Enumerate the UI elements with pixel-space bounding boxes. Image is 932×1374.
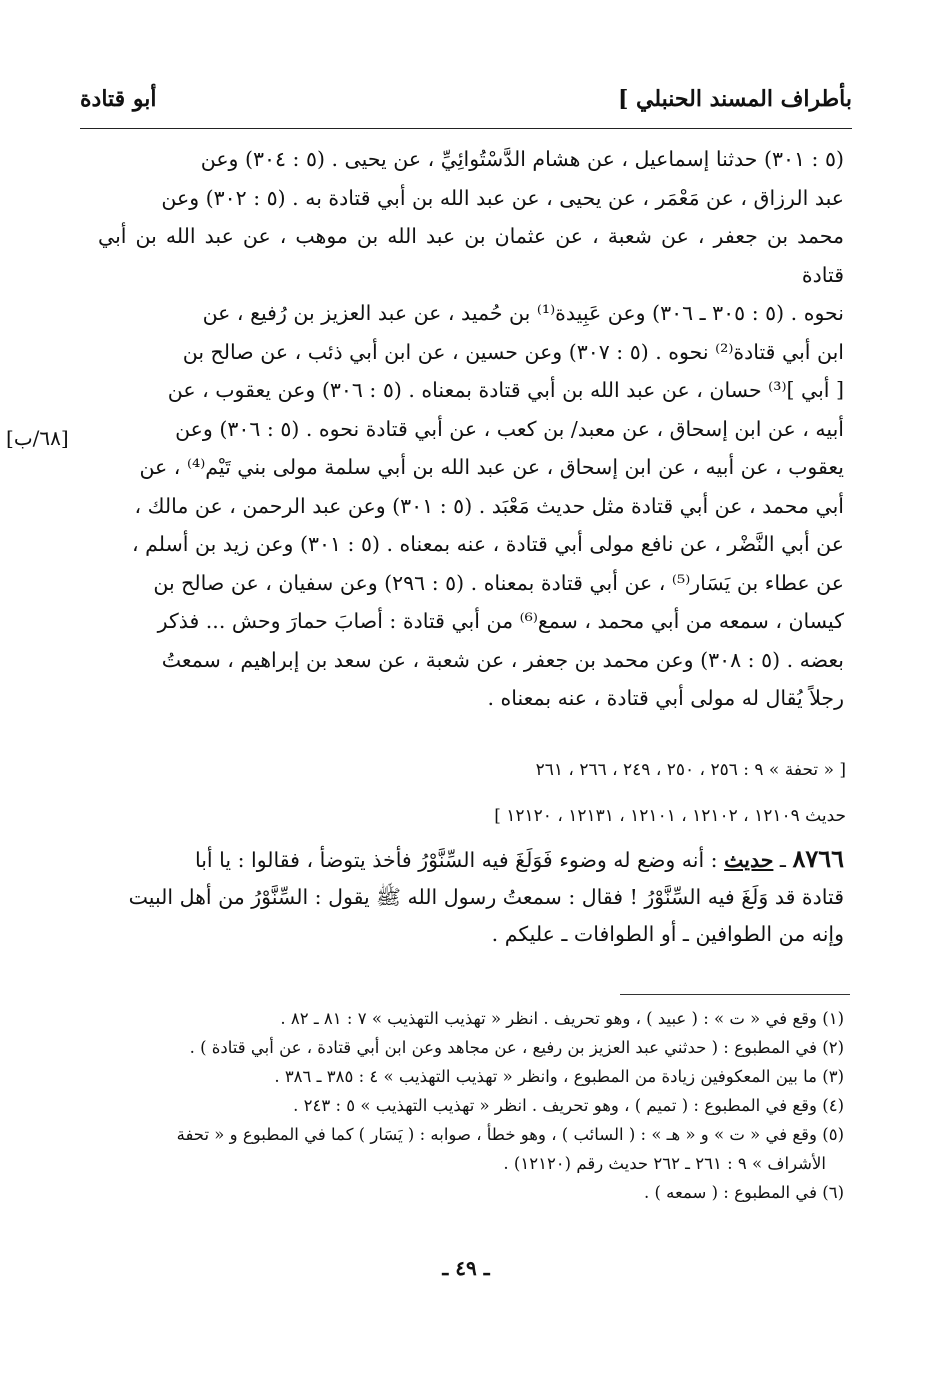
book-title: بأطراف المسند الحنبلي ] xyxy=(617,86,852,112)
running-header xyxy=(80,82,852,122)
text-line: بعضه . (٥ : ٣٠٨) وعن محمد بن جعفر ، عن شعبة ، عن سعد بن إبراهيم ، سمعتُ xyxy=(161,647,844,672)
footnote-rule xyxy=(620,994,850,995)
page-number: ـ ٤٩ ـ xyxy=(442,1256,490,1280)
main-text xyxy=(98,140,844,718)
hadith-entry xyxy=(98,840,844,953)
text-line: ابن أبي قتادة⁽²⁾ نحوه . (٥ : ٣٠٧) وعن حسين ، عن ابن أبي ذئب ، عن صالح بن xyxy=(182,339,844,364)
text-line: يعقوب ، عن أبيه ، عن ابن إسحاق ، عن عبد الله بن أبي سلمة مولى بني تَيْم⁽⁴⁾ ، عن xyxy=(139,455,844,479)
hadith-line: وإنه من الطوافين ـ أو الطوافات ـ عليكم . xyxy=(491,922,844,946)
section-title: أبو قتادة xyxy=(80,86,157,112)
footnote: (٦) في المطبوع : ( سمعه ) . xyxy=(644,1183,844,1202)
tuhfa-line: [ « تحفة » ٩ : ٢٥٦ ، ٢٥٠ ، ٢٤٩ ، ٢٦٦ ، ٢٦١ xyxy=(535,760,846,780)
margin-folio-note: [٦٨/ب] xyxy=(6,426,69,450)
text-line: أبيه ، عن ابن إسحاق ، عن معبد/ بن كعب ، عن أبي قتادة نحوه . (٥ : ٣٠٦) وعن xyxy=(175,416,844,441)
text-line: أبي محمد ، عن أبي قتادة مثل حديث مَعْبَد . (٥ : ٣٠١) وعن عبد الرحمن ، عن مالك ، xyxy=(134,493,844,518)
text-line: (٥ : ٣٠١) حدثنا إسماعيل ، عن هشام الدَّسْتُوائِيِّ ، عن يحيى . (٥ : ٣٠٤) وعن xyxy=(200,147,844,171)
footnote: (٢) في المطبوع : ( حدثني عبد العزيز بن رفيع ، عن مجاهد وعن ابن أبي قتادة ، عن أبي قتادة ) . xyxy=(189,1038,844,1057)
hadith-label: حديث xyxy=(724,848,774,872)
text-line: عبد الرزاق ، عن مَعْمَر ، عن يحيى ، عن عبد الله بن أبي قتادة به . (٥ : ٣٠٢) وعن xyxy=(161,185,844,210)
text-line: رجلاً يُقال له مولى أبي قتادة ، عنه بمعناه . xyxy=(487,686,844,710)
footnote: (٤) وقع في المطبوع : ( تميم ) ، وهو تحريف . انظر « تهذيب التهذيب » ٥ : ٢٤٣ . xyxy=(293,1096,844,1115)
tuhfa-reference xyxy=(94,756,846,830)
text-line: عن أبي النَّضْر ، عن نافع مولى أبي قتادة ، عنه بمعناه . (٥ : ٣٠١) وعن زيد بن أسلم ، xyxy=(132,532,844,556)
hadith-text: : أنه وضع له وضوء فَوَلَغَ فيه السِّنَّوْرُ فأخذ يتوضأ ، فقالوا : يا أبا xyxy=(194,848,725,872)
footnote: (٥) وقع في « ت » و « هـ » : ( السائب ) ، وهو خطأ ، صوابه : ( يَسَار ) كما في المطبوع و « تحفة xyxy=(176,1125,844,1144)
text-line: نحوه . (٥ : ٣٠٥ ـ ٣٠٦) وعن عَبِيدة⁽¹⁾ بن حُميد ، عن عبد العزيز بن رُفيع ، عن xyxy=(202,301,844,325)
hadith-line xyxy=(98,840,844,879)
header-rule xyxy=(80,128,852,129)
text-line: محمد بن جعفر ، عن شعبة ، عن عثمان بن عبد الله بن موهب ، عن عبد الله بن أبي قتادة xyxy=(98,224,844,287)
footnote: (٣) ما بين المعكوفين زيادة من المطبوع ، وانظر « تهذيب التهذيب » ٤ : ٣٨٥ ـ ٣٨٦ . xyxy=(274,1067,844,1086)
text-line: [ أبي ]⁽³⁾ حسان ، عن عبد الله بن أبي قتادة بمعناه . (٥ : ٣٠٦) وعن يعقوب ، عن xyxy=(167,378,844,402)
footnotes xyxy=(104,1004,844,1207)
hadith-number: ٨٧٦٦ xyxy=(792,844,844,873)
hadith-dash: ـ xyxy=(773,848,793,872)
footnote: (١) وقع في « ت » : ( عبيد ) ، وهو تحريف . انظر « تهذيب التهذيب » ٧ : ٨١ ـ ٨٢ . xyxy=(280,1009,844,1028)
tuhfa-line: حديث ١٢١٠٩ ، ١٢١٠٢ ، ١٢١٠١ ، ١٢١٣١ ، ١٢١٢٠ ] xyxy=(494,806,846,826)
text-line: كيسان ، سمعه من أبي محمد ، سمع⁽⁶⁾ من أبي قتادة : أصابَ حمارَ وحش ... فذكر xyxy=(157,609,844,633)
hadith-line: قتادة قد وَلَغَ فيه السِّنَّوْرُ ! فقال : سمعتُ رسول الله ﷺ يقول : السِّنَّوْرُ من أهل البيت xyxy=(128,885,844,909)
footnote-continuation: الأشراف » ٩ : ٢٦١ ـ ٢٦٢ حديث رقم (١٢١٢٠) . xyxy=(503,1154,826,1173)
text-line: عن عطاء بن يَسَار⁽⁵⁾ ، عن أبي قتادة بمعناه . (٥ : ٢٩٦) وعن سفيان ، عن صالح بن xyxy=(153,570,844,595)
